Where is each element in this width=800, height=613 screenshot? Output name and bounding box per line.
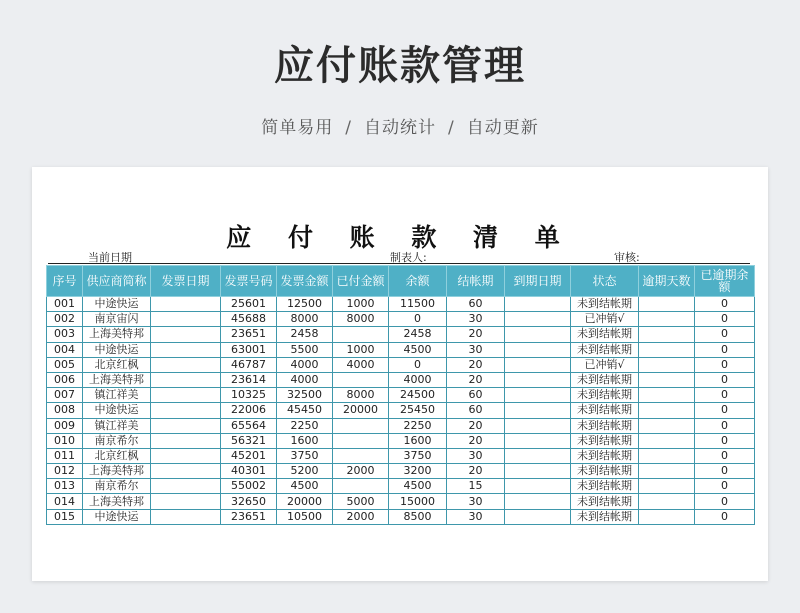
cell-overdue-balance[interactable]: 0: [695, 372, 755, 387]
col-header-overdue-days: 逾期天数: [639, 266, 695, 297]
cell-terms[interactable]: 15: [447, 479, 505, 494]
cell-supplier[interactable]: 南京希尔: [83, 433, 151, 448]
cell-index[interactable]: 007: [47, 388, 83, 403]
cell-terms[interactable]: 30: [447, 448, 505, 463]
cell-overdue-days[interactable]: [639, 509, 695, 524]
cell-overdue-balance[interactable]: 0: [695, 418, 755, 433]
cell-terms[interactable]: 20: [447, 433, 505, 448]
col-header-overdue-balance: 已逾期余额: [695, 266, 755, 297]
cell-index[interactable]: 011: [47, 448, 83, 463]
cell-balance[interactable]: 1600: [389, 433, 447, 448]
table-row: [47, 418, 755, 433]
cell-due-date[interactable]: [505, 479, 571, 494]
cell-due-date[interactable]: [505, 342, 571, 357]
cell-overdue-balance[interactable]: 0: [695, 479, 755, 494]
cell-status[interactable]: 未到结帐期: [571, 448, 639, 463]
cell-invoice-no[interactable]: 45688: [221, 312, 277, 327]
table-row: [47, 464, 755, 479]
cell-invoice-amount[interactable]: 8000: [277, 312, 333, 327]
cell-balance[interactable]: 3200: [389, 464, 447, 479]
cell-balance[interactable]: 0: [389, 357, 447, 372]
cell-status[interactable]: 未到结帐期: [571, 372, 639, 387]
cell-invoice-amount[interactable]: 4500: [277, 479, 333, 494]
table-row: [47, 403, 755, 418]
cell-paid[interactable]: 4000: [333, 357, 389, 372]
cell-balance[interactable]: 8500: [389, 509, 447, 524]
cell-invoice-date[interactable]: [151, 403, 221, 418]
cell-supplier[interactable]: 镇江祥美: [83, 418, 151, 433]
cell-due-date[interactable]: [505, 372, 571, 387]
cell-overdue-balance[interactable]: 0: [695, 327, 755, 342]
cell-overdue-days[interactable]: [639, 342, 695, 357]
cell-terms[interactable]: 60: [447, 297, 505, 312]
col-header-due-date: 到期日期: [505, 266, 571, 297]
cell-supplier[interactable]: 上海美特邦: [83, 464, 151, 479]
cell-index[interactable]: 003: [47, 327, 83, 342]
cell-due-date[interactable]: [505, 494, 571, 509]
cell-overdue-days[interactable]: [639, 494, 695, 509]
cell-supplier[interactable]: 北京红枫: [83, 357, 151, 372]
cell-invoice-date[interactable]: [151, 479, 221, 494]
cell-status[interactable]: 未到结帐期: [571, 403, 639, 418]
cell-invoice-date[interactable]: [151, 312, 221, 327]
cell-balance[interactable]: 2250: [389, 418, 447, 433]
cell-overdue-balance[interactable]: 0: [695, 433, 755, 448]
cell-paid[interactable]: 8000: [333, 312, 389, 327]
meta-row: [48, 249, 750, 264]
table-row: [47, 312, 755, 327]
cell-overdue-days[interactable]: [639, 312, 695, 327]
tag-easy: 简单易用: [261, 118, 334, 138]
cell-status[interactable]: 未到结帐期: [571, 418, 639, 433]
cell-invoice-amount[interactable]: 20000: [277, 494, 333, 509]
table-row: [47, 509, 755, 524]
col-header-paid: 已付金额: [333, 266, 389, 297]
cell-overdue-balance[interactable]: 0: [695, 312, 755, 327]
col-header-index: 序号: [47, 266, 83, 297]
cell-due-date[interactable]: [505, 418, 571, 433]
cell-overdue-balance[interactable]: 0: [695, 342, 755, 357]
cell-invoice-amount[interactable]: 32500: [277, 388, 333, 403]
tag-auto-stats: 自动统计: [364, 118, 436, 138]
cell-balance[interactable]: 25450: [389, 403, 447, 418]
cell-supplier[interactable]: 上海美特邦: [83, 494, 151, 509]
cell-overdue-days[interactable]: [639, 388, 695, 403]
cell-invoice-amount[interactable]: 2458: [277, 327, 333, 342]
current-date-label: 当前日期: [88, 251, 132, 264]
cell-status[interactable]: 未到结帐期: [571, 342, 639, 357]
cell-status[interactable]: 未到结帐期: [571, 464, 639, 479]
cell-terms[interactable]: 20: [447, 418, 505, 433]
cell-invoice-date[interactable]: [151, 342, 221, 357]
cell-supplier[interactable]: 上海美特邦: [83, 372, 151, 387]
cell-invoice-amount[interactable]: 1600: [277, 433, 333, 448]
cell-invoice-no[interactable]: 25601: [221, 297, 277, 312]
col-header-invoice-date: 发票日期: [151, 266, 221, 297]
spreadsheet-sheet: [32, 167, 768, 581]
table-row: [47, 433, 755, 448]
reviewer-label: 审核:: [614, 251, 640, 264]
tag-separator: /: [448, 118, 455, 138]
cell-due-date[interactable]: [505, 312, 571, 327]
cell-supplier[interactable]: 南京宙闪: [83, 312, 151, 327]
table-row: [47, 448, 755, 463]
cell-overdue-days[interactable]: [639, 464, 695, 479]
cell-paid[interactable]: 2000: [333, 509, 389, 524]
cell-supplier[interactable]: 镇江祥美: [83, 388, 151, 403]
cell-invoice-no[interactable]: 40301: [221, 464, 277, 479]
cell-invoice-no[interactable]: 23614: [221, 372, 277, 387]
cell-overdue-days[interactable]: [639, 357, 695, 372]
cell-balance[interactable]: 4500: [389, 342, 447, 357]
cell-supplier[interactable]: 中途快运: [83, 297, 151, 312]
cell-paid[interactable]: [333, 433, 389, 448]
cell-balance[interactable]: 4000: [389, 372, 447, 387]
cell-index[interactable]: 008: [47, 403, 83, 418]
col-header-terms: 结帐期: [447, 266, 505, 297]
table-header-row: [47, 266, 755, 297]
cell-balance[interactable]: 4500: [389, 479, 447, 494]
cell-balance[interactable]: 11500: [389, 297, 447, 312]
cell-paid[interactable]: [333, 479, 389, 494]
cell-overdue-days[interactable]: [639, 297, 695, 312]
cell-invoice-date[interactable]: [151, 433, 221, 448]
feature-tags: [0, 113, 800, 138]
cell-terms[interactable]: 20: [447, 372, 505, 387]
cell-overdue-balance[interactable]: 0: [695, 357, 755, 372]
cell-terms[interactable]: 30: [447, 342, 505, 357]
cell-due-date[interactable]: [505, 297, 571, 312]
cell-invoice-no[interactable]: 32650: [221, 494, 277, 509]
cell-status[interactable]: 未到结帐期: [571, 509, 639, 524]
cell-paid[interactable]: 5000: [333, 494, 389, 509]
cell-due-date[interactable]: [505, 464, 571, 479]
col-header-status: 状态: [571, 266, 639, 297]
tag-separator: /: [345, 118, 352, 138]
cell-terms[interactable]: 30: [447, 312, 505, 327]
cell-overdue-balance[interactable]: 0: [695, 388, 755, 403]
cell-invoice-no[interactable]: 10325: [221, 388, 277, 403]
cell-terms[interactable]: 30: [447, 509, 505, 524]
cell-supplier[interactable]: 上海美特邦: [83, 327, 151, 342]
cell-overdue-days[interactable]: [639, 327, 695, 342]
cell-due-date[interactable]: [505, 509, 571, 524]
cell-overdue-days[interactable]: [639, 372, 695, 387]
cell-status[interactable]: 未到结帐期: [571, 327, 639, 342]
cell-status[interactable]: 未到结帐期: [571, 494, 639, 509]
cell-terms[interactable]: 30: [447, 494, 505, 509]
cell-overdue-balance[interactable]: 0: [695, 464, 755, 479]
cell-invoice-no[interactable]: 65564: [221, 418, 277, 433]
cell-balance[interactable]: 24500: [389, 388, 447, 403]
col-header-supplier: 供应商简称: [83, 266, 151, 297]
cell-invoice-no[interactable]: 55002: [221, 479, 277, 494]
cell-paid[interactable]: [333, 372, 389, 387]
col-header-invoice-amount: 发票金额: [277, 266, 333, 297]
cell-overdue-balance[interactable]: 0: [695, 509, 755, 524]
cell-invoice-amount[interactable]: 2250: [277, 418, 333, 433]
cell-status[interactable]: 已冲销√: [571, 357, 639, 372]
cell-invoice-amount[interactable]: 5500: [277, 342, 333, 357]
table-row: [47, 327, 755, 342]
cell-due-date[interactable]: [505, 448, 571, 463]
col-header-balance: 余额: [389, 266, 447, 297]
cell-paid[interactable]: 1000: [333, 297, 389, 312]
cell-invoice-no[interactable]: 45201: [221, 448, 277, 463]
table-row: [47, 494, 755, 509]
cell-status[interactable]: 未到结帐期: [571, 297, 639, 312]
cell-due-date[interactable]: [505, 388, 571, 403]
table-row: [47, 297, 755, 312]
cell-paid[interactable]: 20000: [333, 403, 389, 418]
cell-paid[interactable]: 8000: [333, 388, 389, 403]
cell-index[interactable]: 014: [47, 494, 83, 509]
tag-auto-update: 自动更新: [466, 118, 539, 138]
cell-invoice-no[interactable]: 23651: [221, 327, 277, 342]
cell-balance[interactable]: 2458: [389, 327, 447, 342]
cell-overdue-balance[interactable]: 0: [695, 494, 755, 509]
cell-index[interactable]: 005: [47, 357, 83, 372]
cell-index[interactable]: 015: [47, 509, 83, 524]
cell-supplier[interactable]: 中途快运: [83, 342, 151, 357]
cell-supplier[interactable]: 南京希尔: [83, 479, 151, 494]
cell-invoice-amount[interactable]: 45450: [277, 403, 333, 418]
cell-invoice-date[interactable]: [151, 388, 221, 403]
cell-supplier[interactable]: 北京红枫: [83, 448, 151, 463]
cell-invoice-date[interactable]: [151, 464, 221, 479]
cell-due-date[interactable]: [505, 403, 571, 418]
table-row: [47, 372, 755, 387]
cell-overdue-balance[interactable]: 0: [695, 448, 755, 463]
cell-invoice-no[interactable]: 22006: [221, 403, 277, 418]
table-row: [47, 479, 755, 494]
cell-due-date[interactable]: [505, 357, 571, 372]
cell-invoice-no[interactable]: 23651: [221, 509, 277, 524]
cell-invoice-date[interactable]: [151, 509, 221, 524]
cell-overdue-days[interactable]: [639, 418, 695, 433]
cell-paid[interactable]: 1000: [333, 342, 389, 357]
page-title: 应付账款管理: [274, 43, 526, 89]
cell-overdue-days[interactable]: [639, 433, 695, 448]
cell-supplier[interactable]: 中途快运: [83, 403, 151, 418]
cell-invoice-amount[interactable]: 5200: [277, 464, 333, 479]
cell-index[interactable]: 006: [47, 372, 83, 387]
cell-overdue-days[interactable]: [639, 479, 695, 494]
cell-due-date[interactable]: [505, 327, 571, 342]
cell-terms[interactable]: 20: [447, 357, 505, 372]
cell-overdue-balance[interactable]: 0: [695, 297, 755, 312]
cell-invoice-no[interactable]: 46787: [221, 357, 277, 372]
sheet-title: 应 付 账 款 清 单: [226, 223, 574, 252]
cell-balance[interactable]: 0: [389, 312, 447, 327]
cell-status[interactable]: 未到结帐期: [571, 433, 639, 448]
cell-overdue-days[interactable]: [639, 448, 695, 463]
cell-terms[interactable]: 20: [447, 464, 505, 479]
cell-balance[interactable]: 15000: [389, 494, 447, 509]
cell-invoice-date[interactable]: [151, 494, 221, 509]
table-row: [47, 357, 755, 372]
cell-invoice-date[interactable]: [151, 418, 221, 433]
table-body: [47, 297, 755, 525]
cell-overdue-days[interactable]: [639, 403, 695, 418]
cell-paid[interactable]: [333, 448, 389, 463]
cell-terms[interactable]: 60: [447, 403, 505, 418]
cell-index[interactable]: 009: [47, 418, 83, 433]
cell-index[interactable]: 001: [47, 297, 83, 312]
cell-terms[interactable]: 60: [447, 388, 505, 403]
cell-status[interactable]: 未到结帐期: [571, 479, 639, 494]
cell-terms[interactable]: 20: [447, 327, 505, 342]
maker-label: 制表人:: [390, 251, 427, 264]
payables-table: [46, 265, 755, 525]
cell-invoice-no[interactable]: 56321: [221, 433, 277, 448]
cell-invoice-amount[interactable]: 10500: [277, 509, 333, 524]
table-row: [47, 388, 755, 403]
cell-invoice-amount[interactable]: 4000: [277, 372, 333, 387]
cell-status[interactable]: 已冲销√: [571, 312, 639, 327]
cell-index[interactable]: 004: [47, 342, 83, 357]
cell-paid[interactable]: [333, 327, 389, 342]
cell-index[interactable]: 013: [47, 479, 83, 494]
cell-paid[interactable]: 2000: [333, 464, 389, 479]
cell-index[interactable]: 002: [47, 312, 83, 327]
cell-supplier[interactable]: 中途快运: [83, 509, 151, 524]
cell-status[interactable]: 未到结帐期: [571, 388, 639, 403]
cell-invoice-amount[interactable]: 4000: [277, 357, 333, 372]
cell-invoice-date[interactable]: [151, 297, 221, 312]
cell-paid[interactable]: [333, 418, 389, 433]
cell-invoice-date[interactable]: [151, 357, 221, 372]
cell-invoice-date[interactable]: [151, 327, 221, 342]
cell-balance[interactable]: 3750: [389, 448, 447, 463]
cell-invoice-date[interactable]: [151, 448, 221, 463]
cell-invoice-date[interactable]: [151, 372, 221, 387]
cell-invoice-no[interactable]: 63001: [221, 342, 277, 357]
cell-due-date[interactable]: [505, 433, 571, 448]
cell-invoice-amount[interactable]: 12500: [277, 297, 333, 312]
cell-index[interactable]: 012: [47, 464, 83, 479]
cell-overdue-balance[interactable]: 0: [695, 403, 755, 418]
table-row: [47, 342, 755, 357]
col-header-invoice-no: 发票号码: [221, 266, 277, 297]
cell-index[interactable]: 010: [47, 433, 83, 448]
cell-invoice-amount[interactable]: 3750: [277, 448, 333, 463]
